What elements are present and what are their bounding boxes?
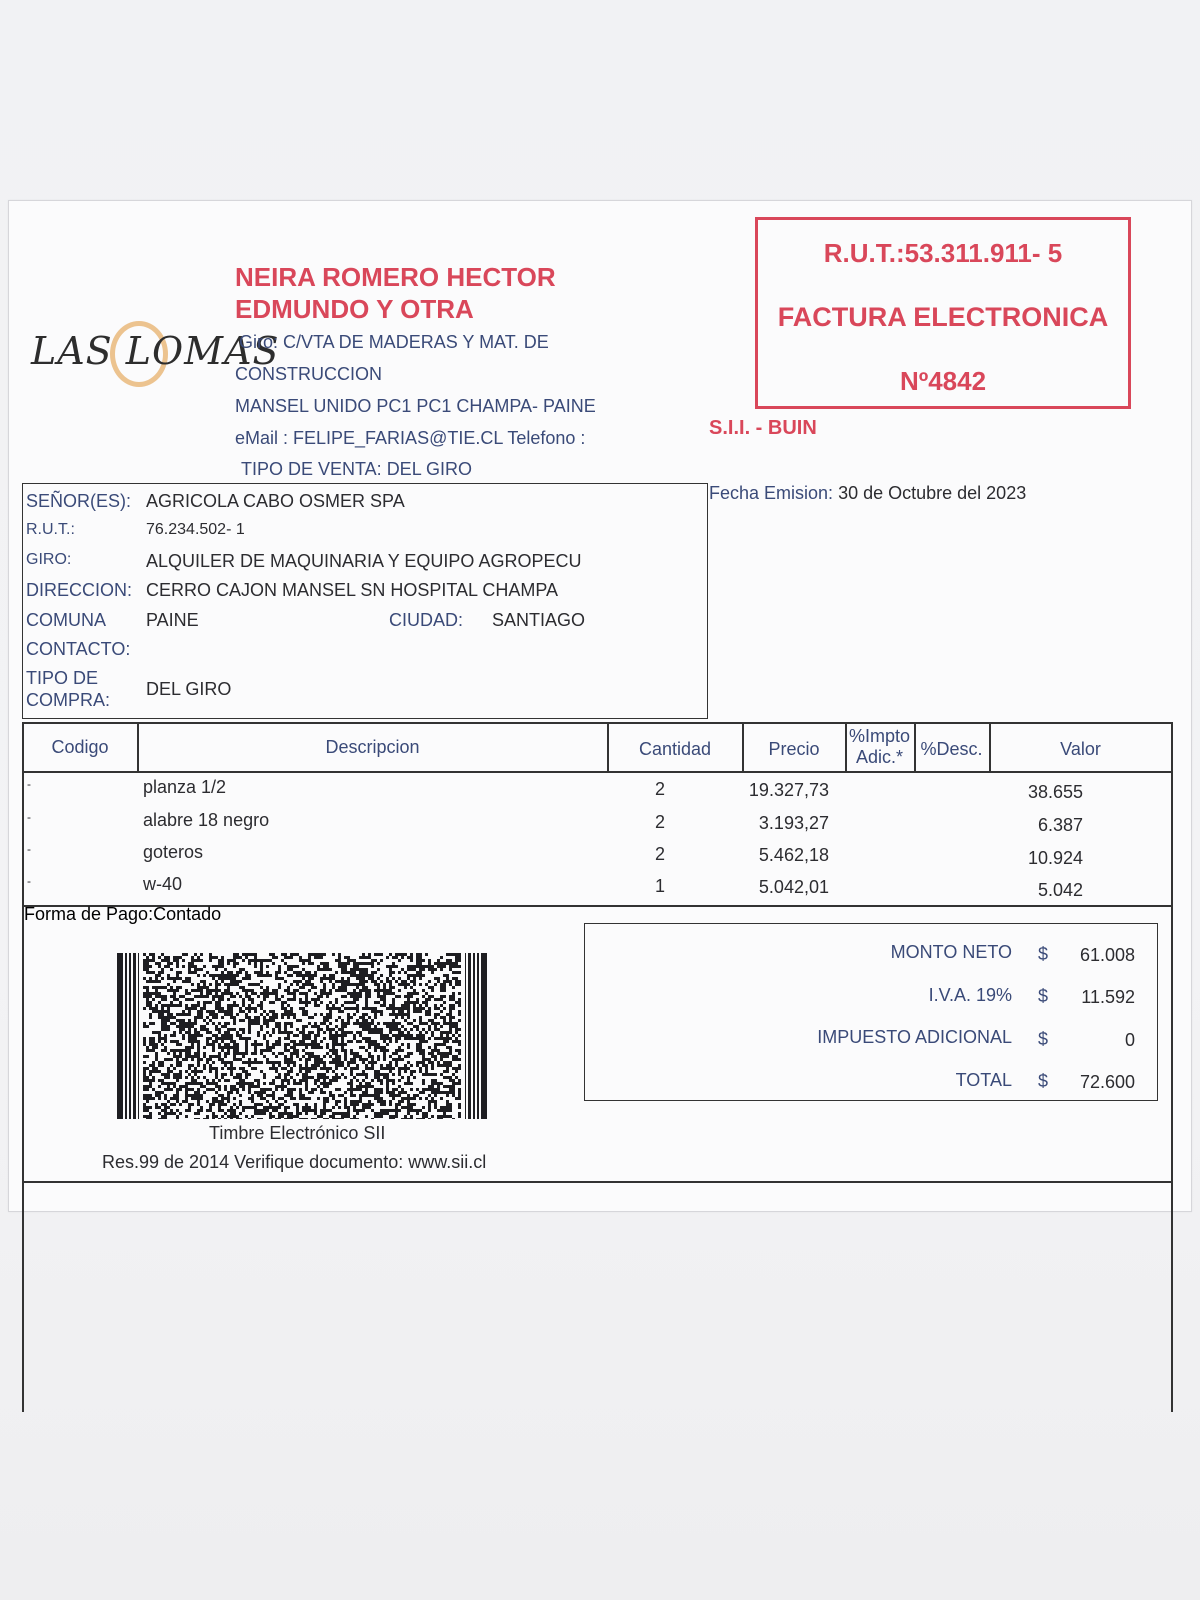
customer-comuna-value: PAINE xyxy=(146,610,199,630)
table-left-line xyxy=(22,722,24,1412)
header-impto-line2: Adic.* xyxy=(855,747,904,767)
company-logo: LAS LOMAS xyxy=(31,329,280,373)
totals-box xyxy=(584,923,1158,1101)
table-header-line xyxy=(22,771,1172,773)
row-valor: 5.042 xyxy=(1037,880,1083,900)
issuer-contact: eMail : FELIPE_FARIAS@TIE.CL Telefono : xyxy=(235,428,586,448)
header-impto-adic xyxy=(845,726,914,768)
total-label: TOTAL xyxy=(955,1070,1012,1090)
row-descripcion: goteros xyxy=(143,842,204,862)
tipo-compra-label-line1: TIPO DE xyxy=(26,668,99,688)
issuer-name xyxy=(235,261,556,325)
row-descripcion: w-40 xyxy=(143,874,183,894)
issue-date-value: 30 de Octubre del 2023 xyxy=(838,483,1027,503)
row-cantidad: 1 xyxy=(655,876,666,896)
row-precio: 5.042,01 xyxy=(758,877,829,897)
impuesto-adicional-currency: $ xyxy=(1038,1029,1049,1049)
customer-direccion-value: CERRO CAJON MANSEL SN HOSPITAL CHAMPA xyxy=(146,580,559,600)
header-precio: Precio xyxy=(768,739,820,759)
document-number: Nº4842 xyxy=(899,366,987,396)
total-value: 72.600 xyxy=(1079,1072,1135,1092)
header-descripcion: Descripcion xyxy=(325,737,420,757)
sii-office: S.I.I. - BUIN xyxy=(709,417,817,439)
barcode-graphic xyxy=(117,953,487,1119)
customer-direccion-label: DIRECCION: xyxy=(26,580,133,600)
customer-box xyxy=(22,483,708,719)
row-precio: 19.327,73 xyxy=(748,780,829,800)
row-precio: 3.193,27 xyxy=(758,813,829,833)
stamp-caption: Timbre Electrónico SII xyxy=(209,1123,386,1143)
document-id-box xyxy=(755,217,1131,409)
issuer-sale-type: TIPO DE VENTA: DEL GIRO xyxy=(241,459,473,479)
customer-tipo-compra-value: DEL GIRO xyxy=(146,679,232,699)
monto-neto-value: 61.008 xyxy=(1079,945,1135,965)
header-codigo: Codigo xyxy=(51,737,109,757)
total-currency: $ xyxy=(1038,1071,1049,1091)
customer-giro-value: ALQUILER DE MAQUINARIA Y EQUIPO AGROPECU xyxy=(146,551,582,571)
issuer-address: MANSEL UNIDO PC1 PC1 CHAMPA- PAINE xyxy=(235,396,596,416)
row-valor: 38.655 xyxy=(1027,782,1083,802)
invoice-sheet xyxy=(8,200,1192,1212)
iva-value: 11.592 xyxy=(1081,987,1135,1007)
row-codigo: - xyxy=(27,810,31,824)
issue-date xyxy=(709,483,1026,504)
sheet-bottom-line xyxy=(22,1181,1172,1183)
monto-neto-label: MONTO NETO xyxy=(890,942,1012,962)
impuesto-adicional-value: 0 xyxy=(1124,1030,1135,1050)
sii-barcode xyxy=(117,953,487,1124)
header-impto-line1: %Impto xyxy=(848,726,911,746)
header-valor: Valor xyxy=(1060,739,1101,759)
row-codigo: - xyxy=(27,842,31,856)
row-precio: 5.462,18 xyxy=(758,845,829,865)
customer-ciudad-label: CIUDAD: xyxy=(389,610,464,630)
customer-tipo-compra-label xyxy=(26,667,110,711)
table-right-line xyxy=(1171,722,1173,1412)
senor-value: AGRICOLA CABO OSMER SPA xyxy=(146,491,405,511)
issuer-giro-line2: CONSTRUCCION xyxy=(235,364,382,384)
senor-label: SEÑOR(ES): xyxy=(26,491,132,511)
row-cantidad: 2 xyxy=(655,812,666,832)
iva-currency: $ xyxy=(1038,986,1049,1006)
iva-label: I.V.A. 19% xyxy=(928,985,1012,1005)
customer-giro-label: GIRO: xyxy=(26,551,72,568)
issuer-name-line2: EDMUNDO Y OTRA xyxy=(235,294,474,324)
table-top-line xyxy=(22,722,1172,724)
monto-neto-currency: $ xyxy=(1038,944,1049,964)
payment-method: Forma de Pago:Contado xyxy=(24,904,222,924)
issuer-giro-line1: Giro: C/VTA DE MADERAS Y MAT. DE xyxy=(239,332,549,352)
row-codigo: - xyxy=(27,874,31,888)
customer-ciudad-value: SANTIAGO xyxy=(492,610,586,630)
header-desc: %Desc. xyxy=(920,739,983,759)
row-valor: 10.924 xyxy=(1027,848,1083,868)
row-descripcion: alabre 18 negro xyxy=(143,810,270,830)
row-codigo: - xyxy=(27,777,31,791)
row-cantidad: 2 xyxy=(655,779,666,799)
customer-comuna-label: COMUNA xyxy=(26,610,106,630)
document-type: FACTURA ELECTRONICA xyxy=(777,302,1109,332)
tipo-compra-label-line2: COMPRA: xyxy=(26,690,111,710)
issue-date-label: Fecha Emision: xyxy=(709,483,834,503)
issuer-name-line1: NEIRA ROMERO HECTOR xyxy=(235,262,556,292)
customer-rut-value: 76.234.502- 1 xyxy=(146,521,245,538)
impuesto-adicional-label: IMPUESTO ADICIONAL xyxy=(817,1027,1012,1047)
row-cantidad: 2 xyxy=(655,844,666,864)
stamp-resolution: Res.99 de 2014 Verifique documento: www.sii.cl xyxy=(102,1152,487,1172)
customer-rut-label: R.U.T.: xyxy=(26,521,75,538)
row-valor: 6.387 xyxy=(1037,815,1083,835)
row-descripcion: planza 1/2 xyxy=(143,777,227,797)
header-cantidad: Cantidad xyxy=(638,739,712,759)
issuer-rut: R.U.T.:53.311.911- 5 xyxy=(823,238,1063,268)
customer-contacto-label: CONTACTO: xyxy=(26,639,131,659)
